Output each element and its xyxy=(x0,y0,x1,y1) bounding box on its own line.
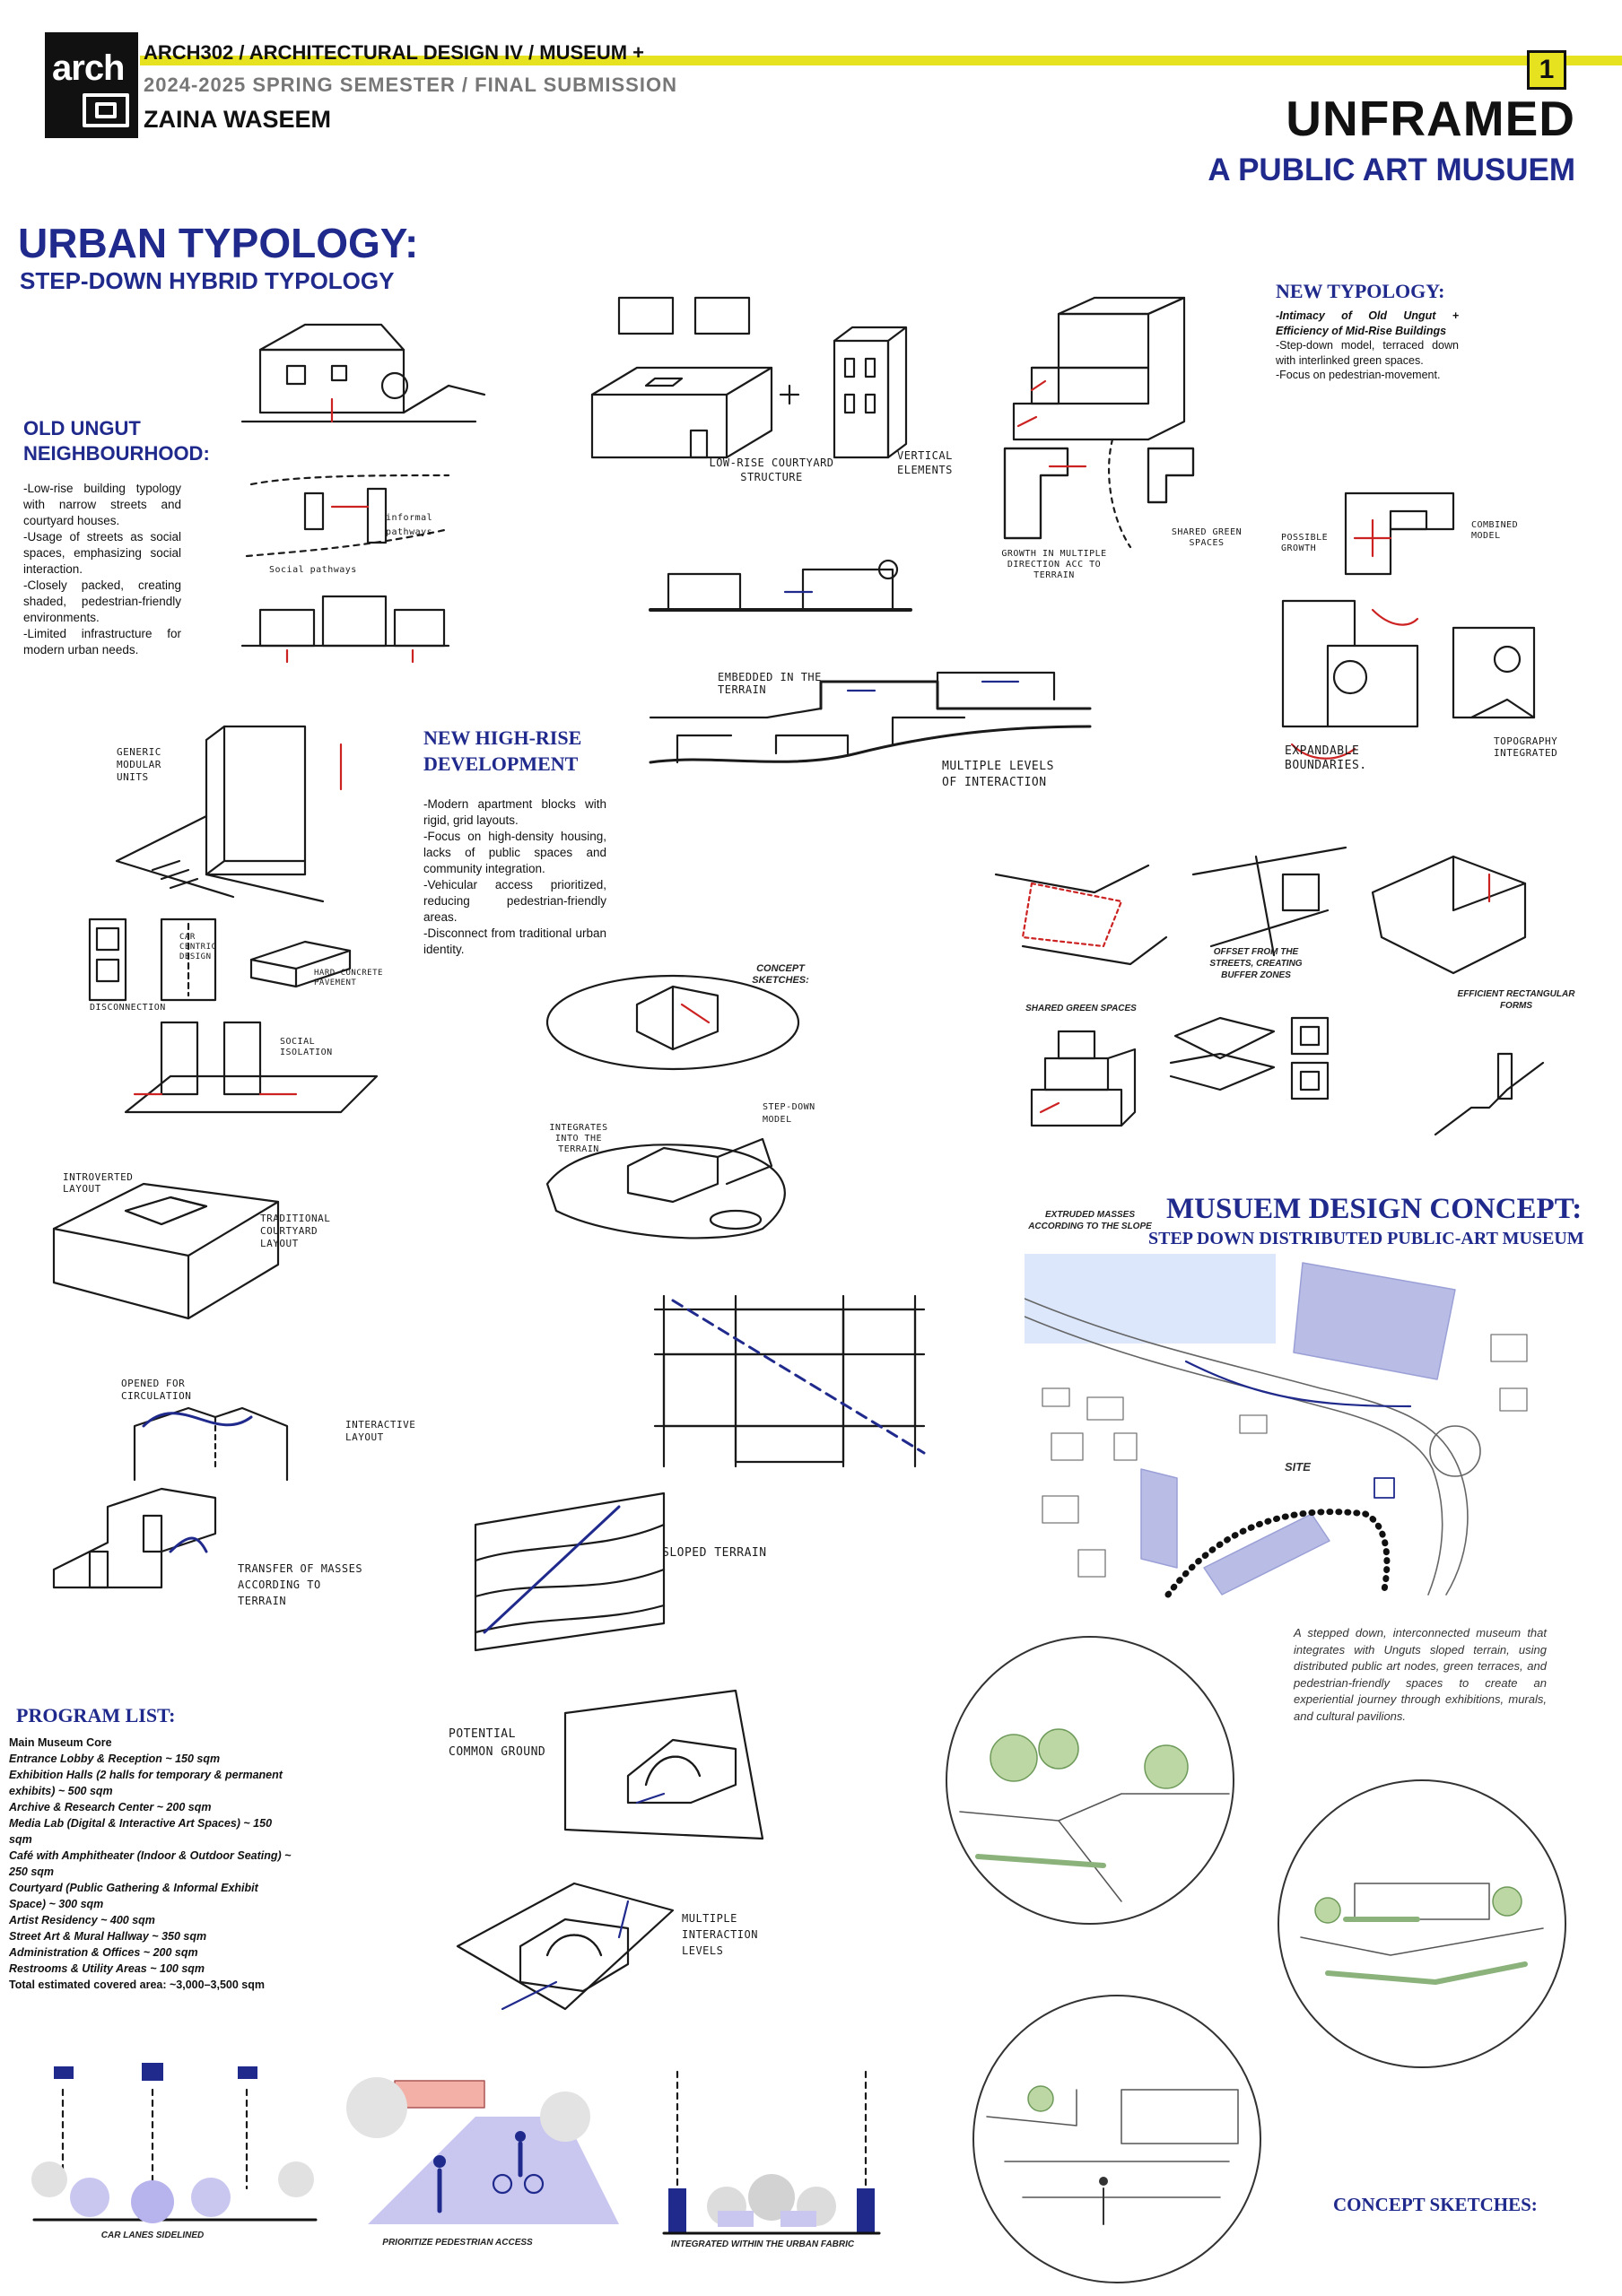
logo-word: arch xyxy=(52,48,125,88)
old-ungut-point: -Closely packed, creating shaded, pedestrian-friendly environments. xyxy=(23,578,181,624)
potential-label: POTENTIAL COMMON GROUND xyxy=(449,1727,546,1759)
extruded-label: EXTRUDED MASSES ACCORDING TO THE SLOPE xyxy=(1028,1210,1152,1231)
integrates-label: INTEGRATES INTO THE TERRAIN xyxy=(549,1123,608,1154)
high-rise-title xyxy=(423,725,581,777)
new-typology-point: -Intimacy of Old Ungut + Efficiency of Mid-Rise Buildings xyxy=(1276,309,1459,337)
old-ungut-point: -Usage of streets as social spaces, emphasizing social interaction. xyxy=(23,530,181,576)
new-typology-title: NEW TYPOLOGY: xyxy=(1276,280,1445,302)
program-item: Restrooms & Utility Areas ~ 100 sqm xyxy=(9,1962,205,1975)
site-label: SITE xyxy=(1285,1460,1311,1474)
offset-label: OFFSET FROM THE STREETS, CREATING BUFFER ZONES xyxy=(1209,947,1303,980)
pedestrian-sketch xyxy=(341,2054,628,2233)
traditional-label: TRADITIONAL COURTYARD LAYOUT xyxy=(260,1213,331,1249)
museum-concept-subtitle: STEP DOWN DISTRIBUTED PUBLIC-ART MUSEUM xyxy=(1148,1229,1584,1248)
old-ungut-text xyxy=(23,481,181,658)
expandable-label: EXPANDABLE BOUNDARIES. xyxy=(1285,744,1367,772)
disconnection-label: DISCONNECTION xyxy=(90,1003,166,1013)
embedded-label: EMBEDDED IN THE TERRAIN xyxy=(718,671,822,696)
urban-typology-subtitle: STEP-DOWN HYBRID TYPOLOGY xyxy=(20,267,395,294)
new-typology-text xyxy=(1276,309,1459,383)
multiple-interaction-sketch xyxy=(449,1848,682,2027)
vertical-elements-label: VERTICAL ELEMENTS xyxy=(897,449,953,476)
high-rise-text xyxy=(423,796,606,958)
program-list xyxy=(9,1735,292,1993)
museum-description: A stepped down, interconnected museum that integrates with Unguts sloped terrain, using distributed public art nodes, green terraces, and pedestrian-friendly spaces to create an experiential journey through exhibitions, murals, and cultural pavilions. xyxy=(1294,1626,1547,1723)
high-rise-point: -Modern apartment blocks with rigid, grid layouts. xyxy=(423,797,606,827)
program-item: Courtyard (Public Gathering & Informal Exhibit Space) ~ 300 sqm xyxy=(9,1882,258,1910)
program-item: Total estimated covered area: ~3,000–3,500 sqm xyxy=(9,1979,265,1991)
integrated-caption: INTEGRATED WITHIN THE URBAN FABRIC xyxy=(670,2239,855,2249)
growth-label: GROWTH IN MULTIPLE DIRECTION ACC TO TERRAIN xyxy=(1001,549,1107,580)
program-title: PROGRAM LIST: xyxy=(16,1704,176,1726)
perspective-circle-1 xyxy=(942,1632,1238,1928)
sloped-label: SLOPED TERRAIN xyxy=(662,1546,767,1560)
courtyard-transformation-sketch xyxy=(36,1157,413,1623)
concept-sketches-title: CONCEPT SKETCHES: xyxy=(1333,2194,1538,2215)
social-pathways-label: Social pathways xyxy=(269,565,357,575)
combined-model-sketch xyxy=(1337,484,1471,583)
perspective-circle-3 xyxy=(969,1991,1265,2287)
grid-plan-sketch xyxy=(646,1292,933,1471)
museum-concept-title: MUSUEM DESIGN CONCEPT: xyxy=(1166,1193,1583,1225)
program-item: Media Lab (Digital & Interactive Art Spaces) ~ 150 sqm xyxy=(9,1817,273,1846)
topography-label: TOPOGRAPHY INTEGRATED xyxy=(1494,735,1558,759)
new-typology-point: -Step-down model, terraced down with interlinked green spaces. xyxy=(1276,339,1459,367)
program-item: Exhibition Halls (2 halls for temporary & permanent exhibits) ~ 500 sqm xyxy=(9,1769,283,1797)
semester-line: 2024-2025 SPRING SEMESTER / FINAL SUBMISSION xyxy=(144,74,677,96)
interactive-label: INTERACTIVE LAYOUT xyxy=(345,1419,416,1443)
urban-fabric-section xyxy=(655,2054,888,2242)
step-down-massing-sketch xyxy=(996,296,1202,448)
shared-green-label: SHARED GREEN SPACES xyxy=(1171,527,1243,548)
sloped-terrain-sketch xyxy=(458,1489,673,1659)
efficient-rect-label: EFFICIENT RECTANGULAR FORMS xyxy=(1457,989,1575,1011)
urban-typology-title: URBAN TYPOLOGY: xyxy=(18,220,419,266)
shared-green-spaces-label: SHARED GREEN SPACES xyxy=(1025,1004,1137,1013)
high-rise-point: -Disconnect from traditional urban identity. xyxy=(423,926,606,956)
new-typology-point: -Focus on pedestrian-movement. xyxy=(1276,369,1441,381)
car-lanes-caption: CAR LANES SIDELINED xyxy=(100,2231,205,2240)
car-lanes-section xyxy=(27,2054,323,2233)
program-item: Entrance Lobby & Reception ~ 150 sqm xyxy=(9,1752,221,1765)
step-down-model-label: STEP-DOWN MODEL xyxy=(763,1102,815,1125)
program-item: Archive & Research Center ~ 200 sqm xyxy=(9,1801,212,1813)
concept-sketches-label: CONCEPT SKETCHES: xyxy=(752,963,809,986)
course-line: ARCH302 / ARCHITECTURAL DESIGN IV / MUSEUM + xyxy=(144,41,645,64)
combined-model-label: COMBINED MODEL xyxy=(1471,520,1519,541)
high-rise-point: -Focus on high-density housing, lacks of public spaces and community integration. xyxy=(423,830,606,875)
site-map-drawing xyxy=(1025,1254,1554,1631)
social-isolation-label: SOCIAL ISOLATION xyxy=(280,1037,333,1057)
old-ungut-point: -Limited infrastructure for modern urban needs. xyxy=(23,627,181,657)
site-map xyxy=(1025,1254,1554,1631)
common-ground-sketch xyxy=(556,1686,772,1848)
introverted-label: INTROVERTED LAYOUT xyxy=(63,1171,134,1195)
old-ungut-title-line2: NEIGHBOURHOOD: xyxy=(23,442,210,465)
multiple-interaction-label: MULTIPLE INTERACTION LEVELS xyxy=(682,1912,758,1957)
high-rise-point: -Vehicular access prioritized, reducing pedestrian-friendly areas. xyxy=(423,878,606,924)
hard-concrete-label: HARD CONCRETE PAVEMENT xyxy=(314,969,383,987)
program-item: Artist Residency ~ 400 sqm xyxy=(9,1914,155,1926)
expandable-plan-sketch xyxy=(1274,592,1543,753)
perspective-circle-2 xyxy=(1274,1776,1570,2072)
high-rise-title-line2: DEVELOPMENT xyxy=(423,752,579,775)
old-ungut-title xyxy=(23,416,210,466)
old-house-sketch xyxy=(224,314,484,430)
program-item: Café with Amphitheater (Indoor & Outdoor Seating) ~ 250 sqm xyxy=(9,1849,292,1878)
stepped-mass-sketch xyxy=(1023,1022,1139,1148)
car-centric-label: CAR CENTRIC DESIGN xyxy=(179,933,217,961)
pedestrian-caption: PRIORITIZE PEDESTRIAN ACCESS xyxy=(382,2238,533,2248)
student-name: ZAINA WASEEM xyxy=(144,106,331,133)
multiple-levels-label: MULTIPLE LEVELS OF INTERACTION xyxy=(942,760,1054,789)
generic-units-label: GENERIC MODULAR UNITS xyxy=(117,746,161,783)
logo-mark-icon xyxy=(81,91,131,129)
old-section-sketch xyxy=(233,583,458,664)
old-ungut-title-line1: OLD UNGUT xyxy=(23,417,141,439)
program-item: Main Museum Core xyxy=(9,1736,112,1749)
project-title: UNFRAMED xyxy=(1286,91,1575,146)
logo xyxy=(45,32,138,138)
opened-label: OPENED FOR CIRCULATION xyxy=(121,1378,192,1402)
old-ungut-point: -Low-rise building typology with narrow streets and courtyard houses. xyxy=(23,482,181,527)
transfer-label: TRANSFER OF MASSES ACCORDING TO TERRAIN xyxy=(238,1562,363,1607)
program-item: Administration & Offices ~ 200 sqm xyxy=(9,1946,198,1959)
project-subtitle: A PUBLIC ART MUSUEM xyxy=(1208,152,1575,187)
sheet-number-badge: 1 xyxy=(1527,50,1566,90)
high-rise-title-line1: NEW HIGH-RISE xyxy=(423,726,582,749)
program-item: Street Art & Mural Hallway ~ 350 sqm xyxy=(9,1930,207,1943)
informal-pathways-label: informal pathways xyxy=(386,513,433,537)
social-isolation-sketch xyxy=(117,1013,386,1121)
low-rise-label: LOW-RISE COURTYARD STRUCTURE xyxy=(709,457,834,483)
possible-growth-label: POSSIBLE GROWTH xyxy=(1281,533,1329,553)
